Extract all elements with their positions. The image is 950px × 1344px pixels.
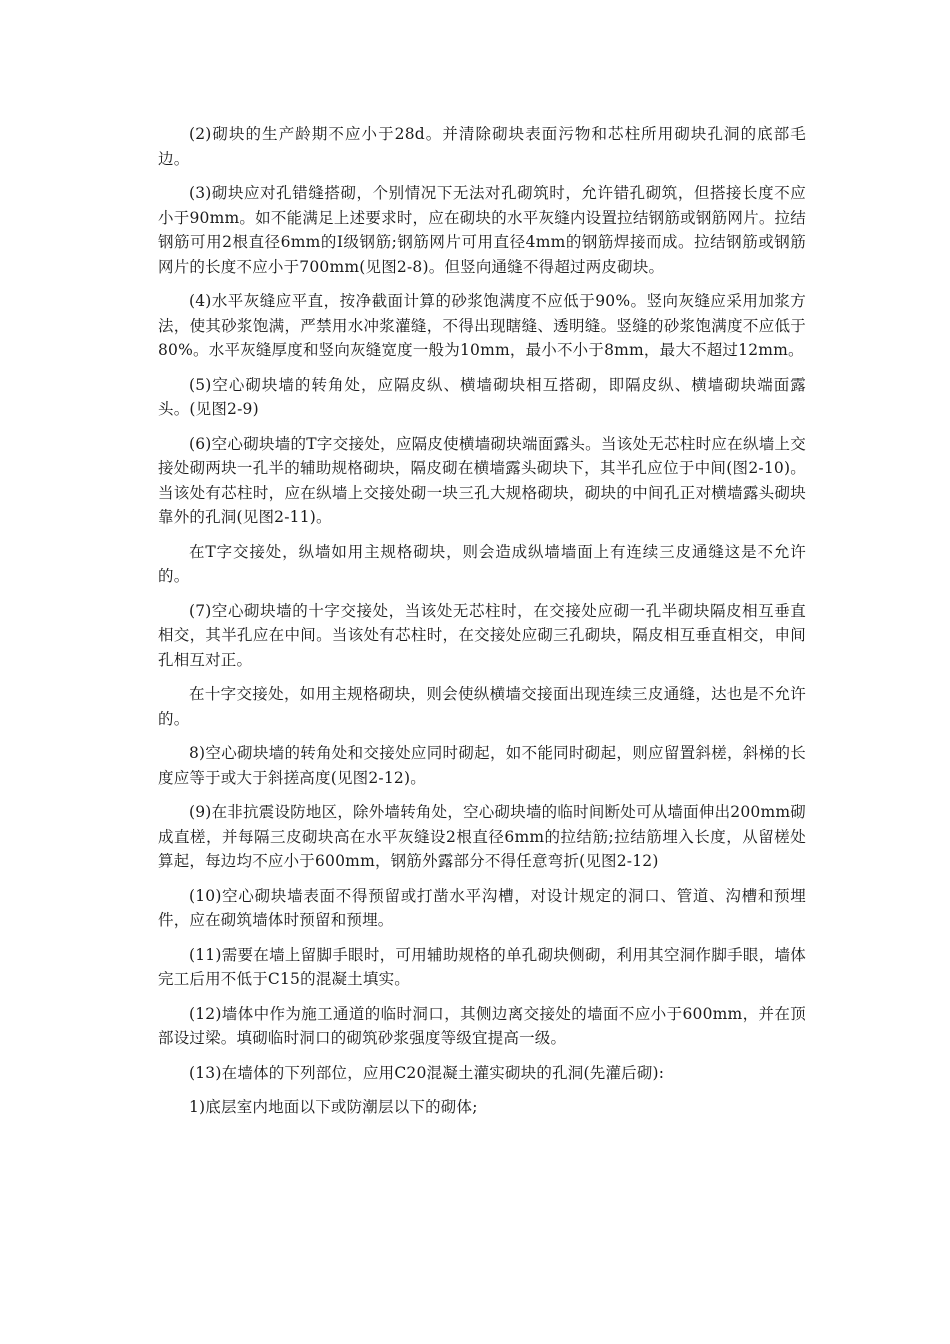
paragraph-3: (3)砌块应对孔错缝搭砌，个别情况下无法对孔砌筑时，允许错孔砌筑，但搭接长度不应小于90mm。如不能满足上述要求时，应在砌块的水平灰缝内设置拉结钢筋或钢筋网片。拉结钢筋可用2根直径6mm的I级钢筋;钢筋网片可用直径4mm的钢筋焊接而成。拉结钢筋或钢筋网片的长度不应小于700mm(见图2-8)。但竖向通缝不得超过两皮砌块。 — [158, 184, 806, 276]
list-item-1: 1)底层室内地面以下或防潮层以下的砌体; — [189, 1098, 478, 1116]
paragraph-11: (11)需要在墙上留脚手眼时，可用辅助规格的单孔砌块侧砌，利用其空洞作脚手眼，墙体完工后用不低于C15的混凝土填实。 — [158, 945, 806, 988]
paragraph-4: (4)水平灰缝应平直，按净截面计算的砂浆饱满度不应低于90%。竖向灰缝应采用加浆方法，使其砂浆饱满，严禁用水冲浆灌缝，不得出现瞎缝、透明缝。竖缝的砂浆饱满度不应低于80%。水平灰缝厚度和竖向灰缝宽度一般为10mm，最小不小于8mm，最大不超过12mm。 — [158, 292, 806, 359]
paragraph-7: (7)空心砌块墙的十字交接处，当该处无芯柱时，在交接处应砌一孔半砌块隔皮相互垂直相交，其半孔应在中间。当该处有芯柱时，在交接处应砌三孔砌块，隔皮相互垂直相交，申间孔相互对正。 — [158, 601, 806, 669]
paragraph-10: (10)空心砌块墙表面不得预留或打凿水平沟槽，对设计规定的洞口、管道、沟槽和预埋件，应在砌筑墙体时预留和预埋。 — [158, 886, 806, 929]
paragraph-8: 8)空心砌块墙的转角处和交接处应同时砌起，如不能同时砌起，则应留置斜槎，斜梯的长度应等于或大于斜搓高度(见图2-12)。 — [158, 744, 806, 787]
paragraph-13: (13)在墙体的下列部位，应用C20混凝土灌实砌块的孔洞(先灌后砌): — [189, 1063, 665, 1082]
paragraph-2: (2)砌块的生产龄期不应小于28d。并清除砌块表面污物和芯柱所用砌块孔洞的底部毛边。 — [158, 125, 806, 168]
paragraph-12: (12)墙体中作为施工通道的临时洞口，其侧边离交接处的墙面不应小于600mm，并在顶部设过梁。填砌临时洞口的砌筑砂浆强度等级宜提高一级。 — [158, 1004, 806, 1047]
document-body — [158, 122, 806, 1130]
paragraph-9: (9)在非抗震设防地区，除外墙转角处，空心砌块墙的临时间断处可从墙面伸出200mm砌成直槎，并每隔三皮砌块高在水平灰缝设2根直径6mm的拉结筋;拉结筋埋入长度，从留槎处算起，每边均不应小于600mm，钢筋外露部分不得任意弯折(见图2-12) — [158, 803, 806, 870]
paragraph-6: (6)空心砌块墙的T字交接处，应隔皮使横墙砌块端面露头。当该处无芯柱时应在纵墙上交接处砌两块一孔半的辅助规格砌块，隔皮砌在横墙露头砌块下，其半孔应位于中间(图2-10)。当该处有芯柱时，应在纵墙上交接处砌一块三孔大规格砌块，砌块的中间孔正对横墙露头砌块靠外的孔洞(见图2-11)。 — [158, 434, 806, 526]
paragraph-t-junction-note: 在T字交接处，纵墙如用主规格砌块，则会造成纵墙墙面上有连续三皮通缝这是不允许的。 — [158, 542, 806, 585]
paragraph-cross-junction-note: 在十字交接处，如用主规格砌块，则会使纵横墙交接面出现连续三皮通缝，达也是不允许的。 — [158, 685, 806, 728]
paragraph-5: (5)空心砌块墙的转角处，应隔皮纵、横墙砌块相互搭砌，即隔皮纵、横墙砌块端面露头。(见图2-9) — [158, 375, 806, 418]
